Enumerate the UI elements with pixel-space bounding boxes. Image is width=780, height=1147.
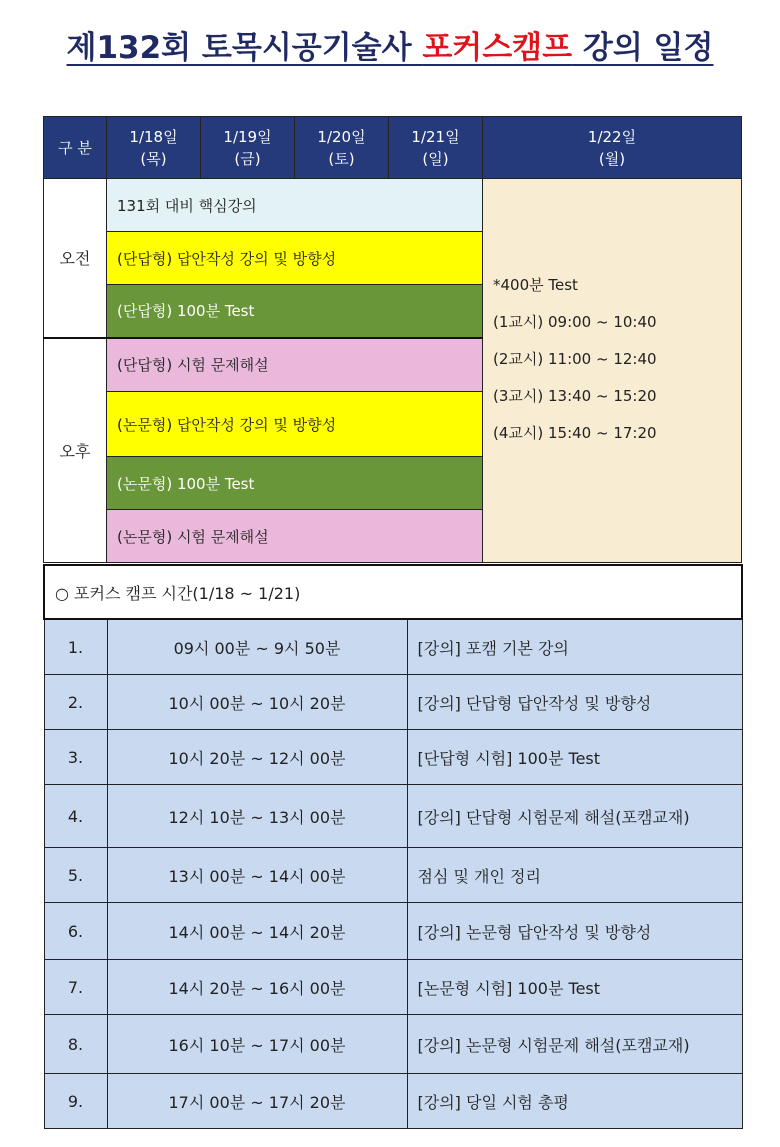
afternoon-item-1: (단답형) 시험 문제해설 [107, 338, 483, 392]
title-highlight: 포커스캠프 [422, 30, 573, 66]
morning-item-2: (단답형) 답안작성 강의 및 방향성 [107, 232, 483, 285]
day5-line-4: (3교시) 13:40 ~ 15:20 [493, 387, 657, 405]
row-number: 1. [44, 619, 107, 675]
camp-time-table [43, 564, 743, 1129]
row-description: [강의] 논문형 답안작성 및 방향성 [407, 903, 742, 960]
schedule-header-row [44, 117, 742, 179]
table-row [44, 903, 742, 960]
row-number: 9. [44, 1074, 107, 1129]
table-row [44, 960, 742, 1015]
row-time: 10시 20분 ~ 12시 00분 [107, 730, 407, 785]
header-day-5: 1/22일 (월) [483, 117, 742, 179]
row-description: [단답형 시험] 100분 Test [407, 730, 742, 785]
morning-label: 오전 [44, 179, 107, 338]
row-description: [강의] 단답형 시험문제 해설(포캠교재) [407, 785, 742, 848]
row-number: 8. [44, 1015, 107, 1074]
title-part-1: 제132회 토목시공기술사 [66, 30, 423, 66]
morning-item-1: 131회 대비 핵심강의 [107, 179, 483, 232]
camp-caption: ○ 포커스 캠프 시간(1/18 ~ 1/21) [44, 565, 742, 619]
title-underline [67, 30, 714, 66]
lecture-schedule-table [43, 116, 742, 563]
day5-test-cell [483, 179, 742, 563]
table-row [44, 1074, 742, 1129]
header-label: 구 분 [44, 117, 107, 179]
row-number: 5. [44, 848, 107, 903]
row-number: 4. [44, 785, 107, 848]
page-title [0, 22, 780, 67]
row-description: 점심 및 개인 정리 [407, 848, 742, 903]
row-description: [강의] 단답형 답안작성 및 방향성 [407, 675, 742, 730]
row-time: 13시 00분 ~ 14시 00분 [107, 848, 407, 903]
row-description: [강의] 논문형 시험문제 해설(포캠교재) [407, 1015, 742, 1074]
afternoon-item-4: (논문형) 시험 문제해설 [107, 510, 483, 563]
day5-line-1: *400분 Test [493, 276, 578, 294]
row-time: 14시 20분 ~ 16시 00분 [107, 960, 407, 1015]
table-row [44, 675, 742, 730]
row-description: [강의] 포캠 기본 강의 [407, 619, 742, 675]
row-time: 10시 00분 ~ 10시 20분 [107, 675, 407, 730]
row-time: 16시 10분 ~ 17시 00분 [107, 1015, 407, 1074]
table-row [44, 785, 742, 848]
table-row [44, 848, 742, 903]
row-description: [논문형 시험] 100분 Test [407, 960, 742, 1015]
afternoon-item-2: (논문형) 답안작성 강의 및 방향성 [107, 392, 483, 457]
header-day-3: 1/20일 (토) [295, 117, 389, 179]
afternoon-item-3: (논문형) 100분 Test [107, 457, 483, 510]
row-number: 6. [44, 903, 107, 960]
row-number: 7. [44, 960, 107, 1015]
header-day-4: 1/21일 (일) [389, 117, 483, 179]
row-time: 17시 00분 ~ 17시 20분 [107, 1074, 407, 1129]
row-number: 3. [44, 730, 107, 785]
day5-line-2: (1교시) 09:00 ~ 10:40 [493, 313, 657, 331]
row-time: 09시 00분 ~ 9시 50분 [107, 619, 407, 675]
title-part-3: 강의 일정 [572, 30, 714, 66]
day5-line-5: (4교시) 15:40 ~ 17:20 [493, 424, 657, 442]
table-row [44, 1015, 742, 1074]
row-number: 2. [44, 675, 107, 730]
header-day-1: 1/18일 (목) [107, 117, 201, 179]
table-row [44, 619, 742, 675]
afternoon-label: 오후 [44, 338, 107, 563]
row-time: 12시 10분 ~ 13시 00분 [107, 785, 407, 848]
header-day-2: 1/19일 (금) [201, 117, 295, 179]
day5-line-3: (2교시) 11:00 ~ 12:40 [493, 350, 657, 368]
table-row [44, 730, 742, 785]
row-time: 14시 00분 ~ 14시 20분 [107, 903, 407, 960]
row-description: [강의] 당일 시험 총평 [407, 1074, 742, 1129]
morning-item-3: (단답형) 100분 Test [107, 285, 483, 338]
